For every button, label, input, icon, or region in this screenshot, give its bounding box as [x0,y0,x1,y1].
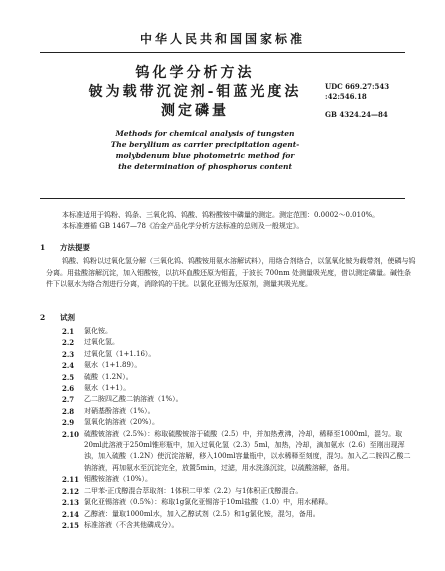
item-text: 氯化铵。 [84,327,112,335]
list-item [62,360,417,371]
list-item [62,474,417,485]
english-title [60,128,350,172]
list-item [62,429,417,475]
english-title-line: The beryllium as carrier precipitation agent- [110,140,300,149]
list-item [62,349,417,360]
item-number: 2.8 [62,406,75,416]
english-title-line: Methods for chemical analysis of tungsten [115,129,295,138]
gb-code: GB 4324.24—84 [325,110,388,119]
list-item [62,326,417,337]
title-divider [40,198,405,199]
item-text: 过氧化氢。 [84,338,119,347]
scope-line: 本标准遵循 GB 1467—78《冶金产品化学分析方法标准的总则及一般规定》。 [62,221,304,230]
english-title-line: molybdenum blue photometric method for [115,151,295,160]
item-number: 2.9 [62,418,75,428]
header-divider [40,52,405,53]
list-item [62,497,417,508]
item-text: 二甲苯-正戊醇混合萃取剂：1体积二甲苯（2.2）与1体积正戊醇混合。 [84,486,303,495]
item-number: 2.3 [62,349,75,359]
title-block [70,64,320,121]
item-text: 标准溶液（不含其他磷成分）。 [84,520,179,529]
udc-code-line-1: UDC 669.27:543 [325,82,390,91]
section-title: 方法提要 [60,243,90,252]
list-item [62,394,417,405]
item-text: 乙二胺四乙酸二钠溶液（1%）。 [84,395,183,404]
item-number: 2.11 [62,475,80,485]
section-title: 试剂 [60,313,75,322]
item-number: 2.7 [62,395,75,405]
title-line-2: 铍为载带沉淀剂-钼蓝光度法 [88,84,302,100]
item-number: 2.15 [62,520,80,530]
item-text: 氢氧化钠溶液（20%）。 [84,418,160,427]
item-number: 2.6 [62,384,75,394]
title-line-3: 测定磷量 [161,103,229,119]
item-number: 2.14 [62,509,80,519]
item-number: 2.5 [62,372,75,382]
list-item [62,520,417,531]
section-number: 2 [40,313,46,322]
list-item [62,509,417,520]
reagent-list [62,326,417,531]
item-text: 乙醇液：量取1000ml水，加入乙醇试剂（2.5）和1g氯化铵，混匀，备用。 [84,509,320,518]
list-item [62,372,417,383]
item-text: 氨水（1+1.89）。 [84,361,142,370]
item-text: 氨水（1+1）。 [84,384,131,393]
classification-codes [325,82,415,120]
scope-text [62,210,417,231]
item-number: 2.2 [62,338,75,348]
list-item [62,337,417,348]
item-number: 2.4 [62,361,75,371]
principle-paragraph: 钨酸、钨粉以过氧化氢分解（三氧化钨、钨酸铵用氨水溶解试料），用络合剂络合，以氢氧化铍为载带剂，使磷与钨分离。用盐酸溶解沉淀，加入钼酸铵，以抗坏血酸还原为钼蓝，于波长 700nm 处测量吸光度，借以测定磷量。碱性条件下以氨水为络合剂进行分离，消除钨的干扰。以氯化亚锡为还原剂，测量其吸光度。 [46,257,416,288]
item-number: 2.1 [62,327,75,336]
item-number: 2.10 [62,429,80,439]
item-text: 硫酸铍溶液（2.5%）：称取硫酸铍溶于硫酸（2.5）中，并加热煮沸，冷却，稀释至1000ml，混匀。取20ml此溶液于250ml锥形瓶中，加入过氧化氢（2.3）5ml，加热，冷却，滴加氨水（2.6）至刚出现浑浊，加入硫酸（1.2N）使沉淀溶解，移入100ml容量瓶中，以水稀释至刻度，混匀。加入乙二胺四乙酸二钠溶液，再加氨水至沉淀完全，放置5min，过滤，用水洗涤沉淀，以硫酸溶解，备用。 [84,429,411,472]
standard-header: 中华人民共和国国家标准 [139,32,305,46]
list-item [62,417,417,428]
item-number: 2.13 [62,498,80,508]
list-item [62,486,417,497]
item-text: 对硝基酚溶液（1%）。 [84,406,155,415]
section-heading [40,312,75,323]
title-line-1: 钨化学分析方法 [135,65,255,81]
item-number: 2.12 [62,486,80,496]
section-heading [40,242,90,253]
item-text: 钼酸铵溶液（10%）。 [84,475,153,484]
section-number: 1 [40,243,46,252]
list-item [62,406,417,417]
scope-line: 本标准适用于钨粉、钨条、三氧化钨、钨酸、钨粉酸铵中磷量的测定。测定范围：0.0002～0.010%。 [62,211,380,219]
item-text: 氯化亚锡溶液（0.5%）：称取1g氯化亚锡溶于10ml盐酸（1.0）中，用水稀释。 [84,498,333,507]
udc-code-line-2: :42:546.18 [325,92,367,101]
item-text: 过氧化氢（1+1.16）。 [84,349,156,358]
english-title-line: the determination of phosphorus content [118,162,292,171]
list-item [62,383,417,394]
item-text: 硫酸（1.2N）。 [84,372,133,381]
